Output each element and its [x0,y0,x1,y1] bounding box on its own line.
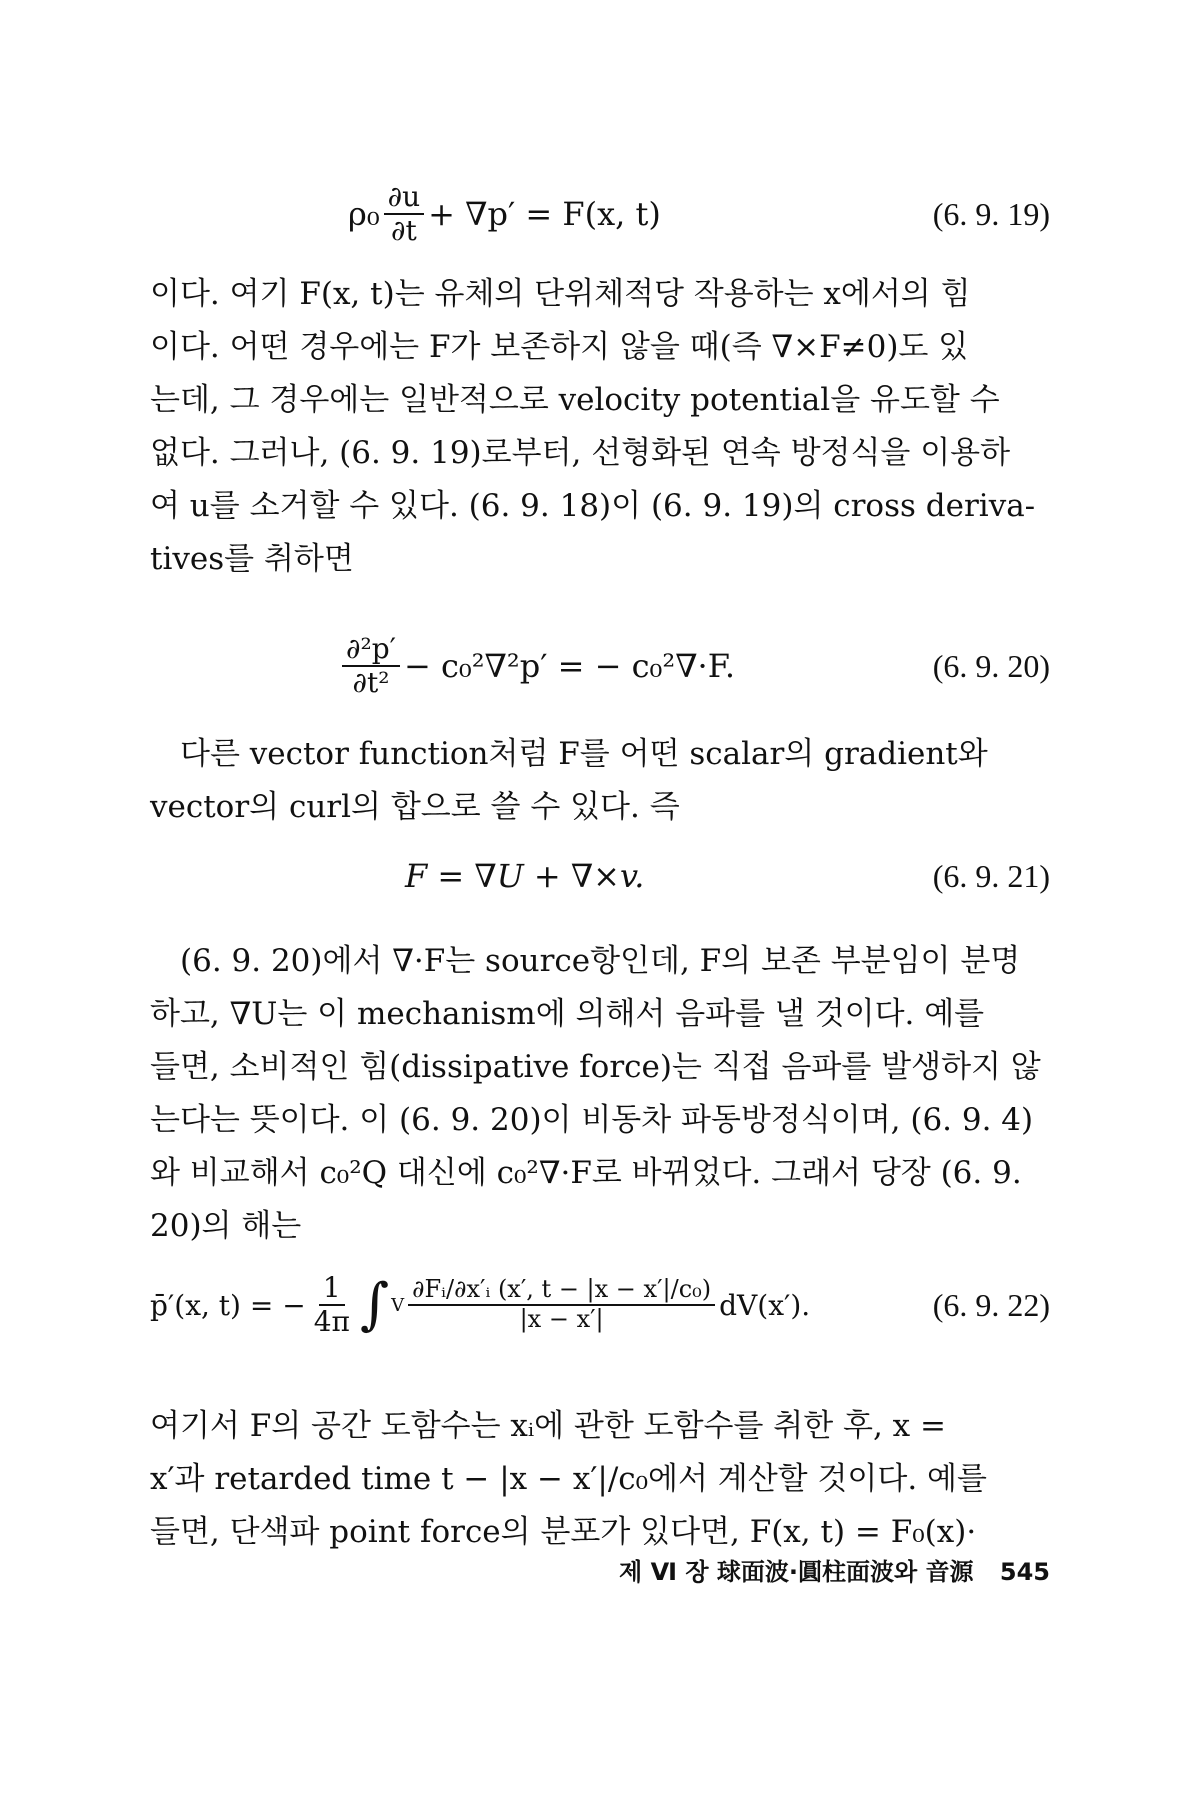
fraction-denominator: ∂t [391,214,417,247]
page-number: 545 [999,1558,1050,1586]
text-line: (6. 9. 20)에서 ∇·F는 source항인데, F의 보존 부분임이 분명 [180,943,1021,979]
equation-lhs: p̄′(x, t) = − [150,1288,306,1322]
coefficient-fraction [310,1272,354,1338]
integrand-fraction [408,1276,715,1333]
integral-sign: ∫ [359,1272,390,1337]
equation-number: (6. 9. 22) [932,1286,1050,1323]
text-line: 20)의 해는 [150,1208,302,1244]
partial-fraction [342,633,400,699]
fraction-denominator: |x − x′| [519,1305,604,1333]
text-line: 하고, ∇U는 이 mechanism에 의해서 음파를 낼 것이다. 예를 [150,996,985,1032]
equation-formula [348,168,661,260]
equation-formula [150,1230,810,1380]
text-line: 들면, 단색파 point force의 분포가 있다면, F(x, t) = F₀(x)· [150,1514,977,1550]
text-line: 와 비교해서 c₀²Q 대신에 c₀²∇·F로 바뀌었다. 그래서 당장 (6. 9. [150,1155,1022,1191]
equation-number: (6. 9. 20) [932,647,1050,684]
page-footer [150,1552,1050,1592]
fraction-denominator: 4π [313,1305,350,1338]
equation-6-9-20 [150,620,1050,712]
equation-number: (6. 9. 21) [932,857,1050,894]
text-line: 여기서 F의 공간 도함수는 xᵢ에 관한 도함수를 취한 후, x = [150,1408,946,1444]
chapter-title: 제 Ⅵ 장 球面波·圓柱面波와 音源 [619,1558,974,1586]
fraction-denominator: ∂t² [352,666,390,699]
text-line: 없다. 그러나, (6. 9. 19)로부터, 선형화된 연속 방정식을 이용하 [150,435,1011,471]
equation-prefix: ρ₀ [348,195,380,233]
fraction-numerator: ∂²p′ [342,633,400,667]
equation-tail: dV(x′). [719,1288,811,1322]
text-line: x′과 retarded time t − |x − x′|/c₀에서 계산할 것이다. 예를 [150,1461,987,1497]
paragraph-4 [150,1400,1050,1559]
text-line: 는다는 뜻이다. 이 (6. 9. 20)이 비동차 파동방정식이며, (6. 9. 4) [150,1102,1034,1138]
text-line: 다른 vector function처럼 F를 어떤 scalar의 gradient와 [180,736,988,772]
text-line: 여 u를 소거할 수 있다. (6. 9. 18)이 (6. 9. 19)의 cross deriva- [150,488,1036,524]
fraction-numerator: ∂u [384,181,425,215]
integral-subscript: V [391,1294,405,1316]
fraction-numerator: 1 [319,1272,345,1306]
equation-6-9-21 [150,830,1050,922]
fraction-numerator: ∂Fᵢ/∂x′ᵢ (x′, t − |x − x′|/c₀) [408,1276,715,1306]
text-line: 는데, 그 경우에는 일반적으로 velocity potential을 유도할 수 [150,382,1000,418]
paragraph-1 [150,268,1050,586]
equation-rest: + ∇p′ = F(x, t) [428,195,661,233]
text-line: vector의 curl의 합으로 쓸 수 있다. 즉 [150,789,680,825]
paragraph-2 [150,728,1050,834]
equation-6-9-22 [150,1230,1050,1380]
paragraph-3 [150,935,1050,1253]
equation-formula [338,620,735,712]
text-line: tives를 취하면 [150,541,354,577]
equation-formula: F = ∇U + ∇×v. [405,857,645,895]
partial-fraction [384,181,425,247]
text-line: 들면, 소비적인 힘(dissipative force)는 직접 음파를 발생하지 않 [150,1049,1041,1085]
equation-number: (6. 9. 19) [932,195,1050,232]
equation-rest: − c₀²∇²p′ = − c₀²∇·F. [403,647,736,685]
equation-6-9-19 [150,168,1050,260]
text-line: 이다. 여기 F(x, t)는 유체의 단위체적당 작용하는 x에서의 힘 [150,276,971,312]
text-line: 이다. 어떤 경우에는 F가 보존하지 않을 때(즉 ∇×F≠0)도 있 [150,329,969,365]
